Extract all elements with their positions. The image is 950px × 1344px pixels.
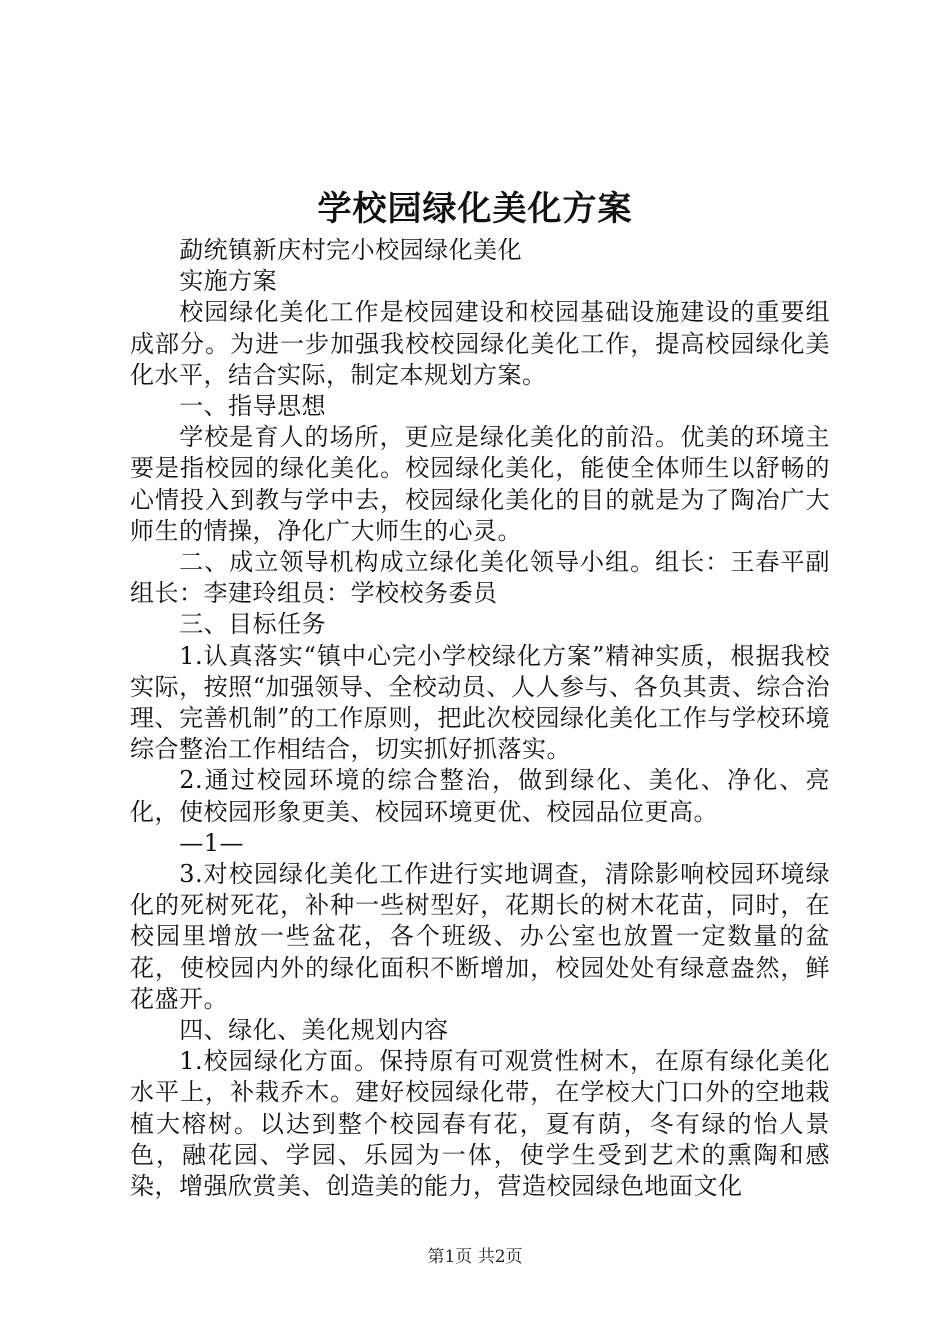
page-footer: 第1页 共2页 [427,1247,523,1267]
paragraph-goal-3: 3.对校园绿化美化工作进行实地调查，清除影响校园环境绿化的死树死花，补种一些树型好，花期长的树木花苗，同时，在校园里增放一些盆花，各个班级、办公室也放置一定数量的盆花，使校园内外的绿化面积不断增加，校园处处有绿意盎然，鲜花盛开。 [130,860,830,1013]
document-title: 学校园绿化美化方案 [317,189,633,229]
page-marker: —1— [179,828,244,857]
paragraph-leadership: 二、成立领导机构成立绿化美化领导小组。组长：王春平副组长：李建玲组员：学校校务委员 [130,548,830,608]
paragraph-guiding-ideology: 学校是育人的场所，更应是绿化美化的前沿。优美的环境主要是指校园的绿化美化。校园绿化美化，能使全体师生以舒畅的心情投入到教与学中去，校园绿化美化的目的就是为了陶冶广大师生的情操，净化广大师生的心灵。 [130,423,830,545]
paragraph-planning-1: 1.校园绿化方面。保持原有可观赏性树木，在原有绿化美化水平上，补栽乔木。建好校园绿化带，在学校大门口外的空地栽植大榕树。以达到整个校园春有花，夏有荫，冬有绿的怡人景色，融花园、学园、乐园为一体，使学生受到艺术的熏陶和感染，增强欣赏美、创造美的能力，营造校园绿色地面文化 [130,1047,830,1201]
paragraph-intro: 校园绿化美化工作是校园建设和校园基础设施建设的重要组成部分。为进一步加强我校校园绿化美化工作，提高校园绿化美化水平，结合实际，制定本规划方案。 [130,298,830,389]
heading-planning: 四、绿化、美化规划内容 [179,1016,449,1045]
paragraph-goal-2: 2.通过校园环境的综合整治，做到绿化、美化、净化、亮化，使校园形象更美、校园环境更优、校园品位更高。 [130,766,830,826]
paragraph-goal-1: 1.认真落实“镇中心完小学校绿化方案”精神实质，根据我校实际，按照“加强领导、全校动员、人人参与、各负其责、综合治理、完善机制”的工作原则，把此次校园绿化美化工作与学校环境综合整治工作相结合，切实抓好抓落实。 [130,641,830,764]
heading-guiding-ideology: 一、指导思想 [179,392,327,421]
document-body [130,235,830,1202]
paragraph-subtitle-line1: 勐统镇新庆村完小校园绿化美化 [179,236,523,264]
paragraph-subtitle-line2: 实施方案 [179,267,278,296]
heading-goals: 三、目标任务 [179,610,327,639]
